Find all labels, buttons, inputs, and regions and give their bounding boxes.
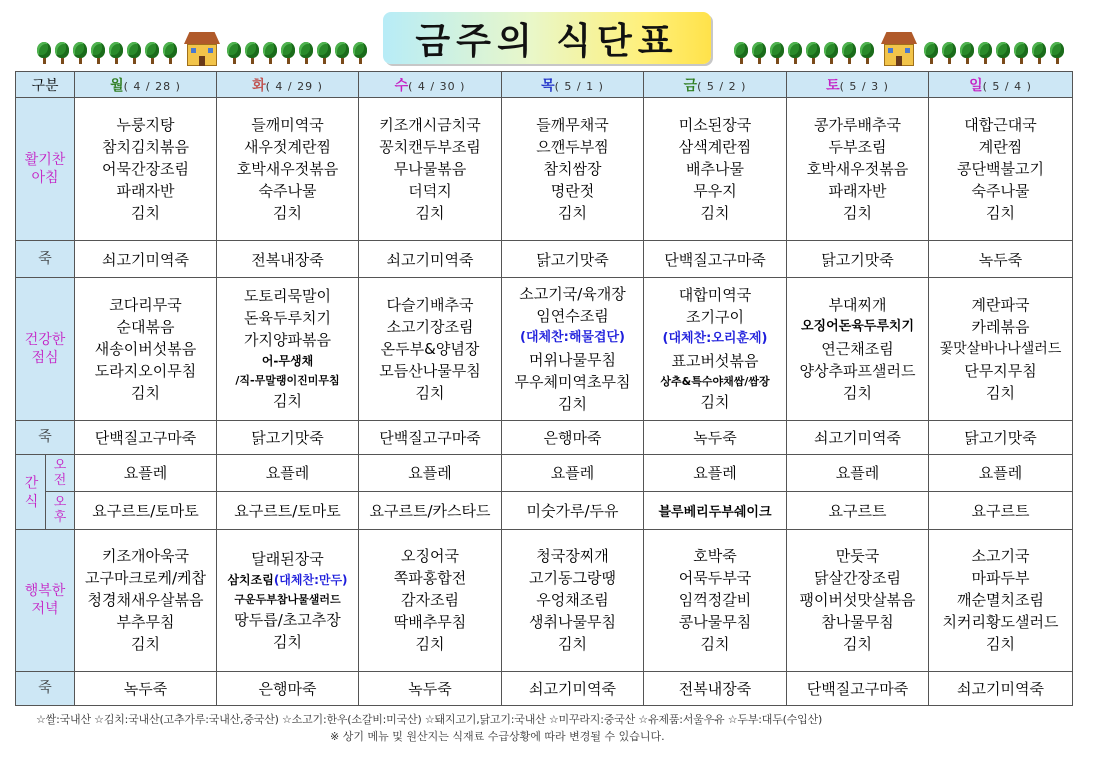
dinner-label: 행복한 저녁	[16, 529, 75, 671]
tree-icon	[959, 42, 975, 66]
day-header: 수( 4 / 30 )	[359, 72, 502, 98]
snack-am-row	[16, 454, 1073, 491]
day-header: 금( 5 / 2 )	[644, 72, 787, 98]
pm-label: 오 후	[46, 491, 75, 529]
tree-icon	[995, 42, 1011, 66]
tree-icon	[352, 42, 368, 66]
tree-icon	[769, 42, 785, 66]
lunch-cell: 소고기국/육개장 임연수조림 (대체찬:해물겹단) 머위나물무침 무우체미역초무침 김치	[502, 278, 644, 420]
breakfast-cell: 들깨무채국 으깬두부찜 참치쌈장 명란젓 김치	[502, 98, 644, 241]
tree-icon	[72, 42, 88, 66]
tree-icon	[1031, 42, 1047, 66]
porridge-cell: 은행마죽	[502, 420, 644, 454]
snack-cell: 요플레	[644, 454, 787, 491]
lunch-cell: 코다리무국 순대볶음 새송이버섯볶음 도라지오이무침 김치	[75, 278, 217, 420]
snack-cell: 요구르트	[929, 491, 1073, 529]
snack-cell: 미숫가루/두유	[502, 491, 644, 529]
corner-label: 구분	[16, 72, 75, 98]
snack-cell: 요플레	[502, 454, 644, 491]
day-header: 목( 5 / 1 )	[502, 72, 644, 98]
house-icon	[184, 32, 220, 66]
tree-icon	[751, 42, 767, 66]
tree-icon	[923, 42, 939, 66]
tree-icon	[126, 42, 142, 66]
tree-icon	[36, 42, 52, 66]
tree-icon	[977, 42, 993, 66]
snack-cell: 요플레	[75, 454, 217, 491]
day-header: 화( 4 / 29 )	[217, 72, 359, 98]
dinner-cell: 청국장찌개 고기동그랑땡 우엉채조림 생취나물무침 김치	[502, 529, 644, 671]
breakfast-porridge-row	[16, 241, 1073, 278]
breakfast-cell: 누룽지탕 참치김치볶음 어묵간장조림 파래자반 김치	[75, 98, 217, 241]
snack-cell: 요플레	[359, 454, 502, 491]
change-notice: ※ 상기 메뉴 및 원산지는 식재료 수급상황에 따라 변경될 수 있습니다.	[330, 730, 665, 743]
tree-icon	[787, 42, 803, 66]
porridge-label: 죽	[16, 241, 75, 278]
lunch-row	[16, 278, 1073, 420]
tree-icon	[1049, 42, 1065, 66]
breakfast-label: 활기찬 아침	[16, 98, 75, 241]
snack-cell: 블루베리두부쉐이크	[644, 491, 787, 529]
porridge-cell: 녹두죽	[644, 420, 787, 454]
snack-pm-row	[16, 491, 1073, 529]
dinner-porridge-row	[16, 671, 1073, 705]
lunch-porridge-row	[16, 420, 1073, 454]
tree-icon	[108, 42, 124, 66]
breakfast-cell: 콩가루배추국 두부조림 호박새우젓볶음 파래자반 김치	[787, 98, 929, 241]
tree-icon	[823, 42, 839, 66]
day-header: 월( 4 / 28 )	[75, 72, 217, 98]
house-icon	[881, 32, 917, 66]
lunch-cell: 대합미역국 조기구이 (대체찬:오리훈제) 표고버섯볶음 상추&특수야채쌈/쌈장 김치	[644, 278, 787, 420]
tree-icon	[841, 42, 857, 66]
porridge-cell: 은행마죽	[217, 671, 359, 705]
snack-cell: 요플레	[217, 454, 359, 491]
snack-cell: 요플레	[787, 454, 929, 491]
porridge-cell: 닭고기맛죽	[217, 420, 359, 454]
decoration-right	[733, 30, 1065, 66]
porridge-cell: 녹두죽	[75, 671, 217, 705]
snack-cell: 요구르트/토마토	[75, 491, 217, 529]
tree-icon	[334, 42, 350, 66]
day-header: 토( 5 / 3 )	[787, 72, 929, 98]
breakfast-cell: 들깨미역국 새우젓계란찜 호박새우젓볶음 숙주나물 김치	[217, 98, 359, 241]
page-title: 금주의 식단표	[383, 12, 711, 64]
porridge-cell: 단백질고구마죽	[644, 241, 787, 278]
lunch-cell: 도토리묵말이 돈육두루치기 가지양파볶음 어-무생채 /직-무말랭이진미무침 김치	[217, 278, 359, 420]
tree-icon	[941, 42, 957, 66]
dinner-row	[16, 529, 1073, 671]
snack-label: 간 식	[16, 454, 46, 529]
dinner-cell: 만둣국 닭살간장조림 팽이버섯맛살볶음 참나물무침 김치	[787, 529, 929, 671]
tree-icon	[144, 42, 160, 66]
breakfast-cell: 미소된장국 삼색계란찜 배추나물 무우지 김치	[644, 98, 787, 241]
dinner-cell: 키조개아욱국 고구마크로케/케찹 청경채새우살볶음 부추무침 김치	[75, 529, 217, 671]
lunch-cell: 계란파국 카레볶음 꽃맛살바나나샐러드 단무지무침 김치	[929, 278, 1073, 420]
porridge-label: 죽	[16, 420, 75, 454]
meal-menu-table	[15, 71, 1073, 706]
tree-icon	[859, 42, 875, 66]
tree-icon	[805, 42, 821, 66]
snack-cell: 요구르트/카스타드	[359, 491, 502, 529]
decoration-left	[36, 30, 368, 66]
lunch-cell: 다슬기배추국 소고기장조림 온두부&양념장 모듬산나물무침 김치	[359, 278, 502, 420]
snack-cell: 요플레	[929, 454, 1073, 491]
tree-icon	[244, 42, 260, 66]
dinner-cell: 호박죽 어묵두부국 임꺽정갈비 콩나물무침 김치	[644, 529, 787, 671]
header-row	[16, 72, 1073, 98]
porridge-cell: 녹두죽	[359, 671, 502, 705]
breakfast-cell: 키조개시금치국 꽁치캔두부조림 무나물볶음 더덕지 김치	[359, 98, 502, 241]
porridge-cell: 쇠고기미역죽	[502, 671, 644, 705]
tree-icon	[733, 42, 749, 66]
breakfast-row	[16, 98, 1073, 241]
porridge-cell: 전복내장죽	[217, 241, 359, 278]
lunch-label: 건강한 점심	[16, 278, 75, 420]
dinner-cell: 소고기국 마파두부 깨순멸치조림 치커리황도샐러드 김치	[929, 529, 1073, 671]
porridge-cell: 닭고기맛죽	[787, 241, 929, 278]
day-header: 일( 5 / 4 )	[929, 72, 1073, 98]
porridge-cell: 쇠고기미역죽	[929, 671, 1073, 705]
tree-icon	[316, 42, 332, 66]
porridge-cell: 닭고기맛죽	[929, 420, 1073, 454]
tree-icon	[298, 42, 314, 66]
porridge-cell: 단백질고구마죽	[75, 420, 217, 454]
porridge-cell: 녹두죽	[929, 241, 1073, 278]
tree-icon	[1013, 42, 1029, 66]
am-label: 오 전	[46, 454, 75, 491]
porridge-cell: 쇠고기미역죽	[787, 420, 929, 454]
porridge-cell: 단백질고구마죽	[359, 420, 502, 454]
tree-icon	[162, 42, 178, 66]
origin-note: ☆쌀:국내산 ☆김치:국내산(고추가루:국내산,중국산) ☆소고기:한우(소갈비:미국산) ☆돼지고기,닭고기:국내산 ☆미꾸라지:중국산 ☆유제품:서울우유 ☆두부:대두(수입산)	[36, 713, 823, 726]
tree-icon	[90, 42, 106, 66]
tree-icon	[54, 42, 70, 66]
tree-icon	[226, 42, 242, 66]
porridge-cell: 쇠고기미역죽	[359, 241, 502, 278]
snack-cell: 요구르트/토마토	[217, 491, 359, 529]
porridge-label: 죽	[16, 671, 75, 705]
dinner-cell: 달래된장국 삼치조림(대체찬:만두) 구운두부참나물샐러드 땅두릅/초고추장 김치	[217, 529, 359, 671]
tree-icon	[262, 42, 278, 66]
porridge-cell: 닭고기맛죽	[502, 241, 644, 278]
porridge-cell: 전복내장죽	[644, 671, 787, 705]
porridge-cell: 단백질고구마죽	[787, 671, 929, 705]
breakfast-cell: 대합근대국 계란찜 콩단백불고기 숙주나물 김치	[929, 98, 1073, 241]
snack-cell: 요구르트	[787, 491, 929, 529]
lunch-cell: 부대찌개 오징어돈육두루치기 연근채조림 양상추파프샐러드 김치	[787, 278, 929, 420]
dinner-cell: 오징어국 쪽파홍합전 감자조림 딱배추무침 김치	[359, 529, 502, 671]
tree-icon	[280, 42, 296, 66]
porridge-cell: 쇠고기미역죽	[75, 241, 217, 278]
